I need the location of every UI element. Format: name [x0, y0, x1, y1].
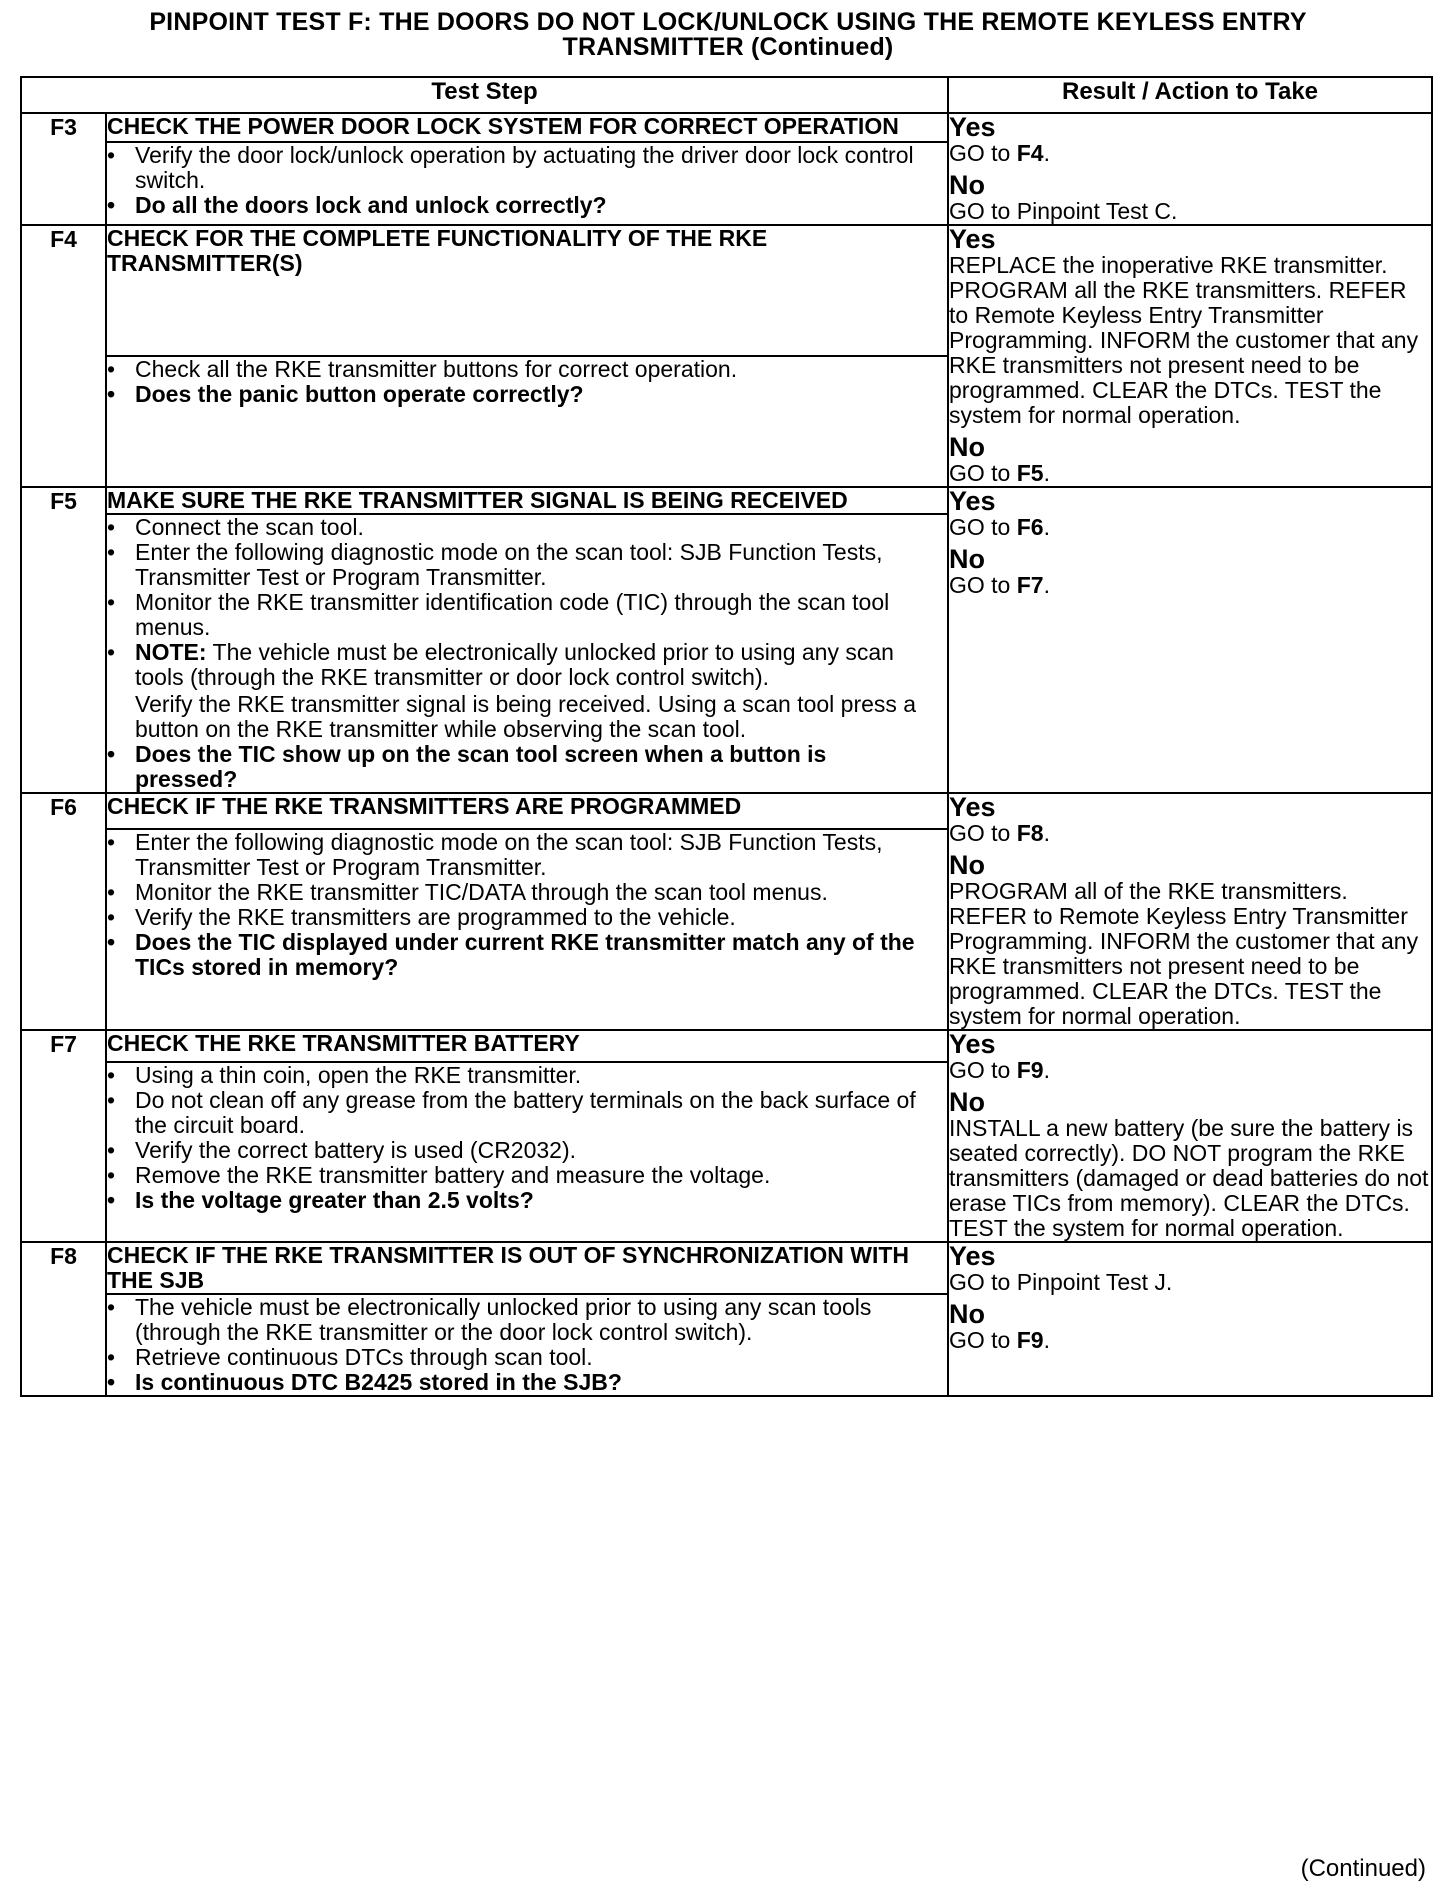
- instruction-item: [107, 880, 947, 905]
- continued-footer: (Continued): [1300, 1855, 1426, 1882]
- instruction-item: [107, 382, 947, 407]
- instruction-item: [107, 692, 947, 742]
- instruction-item: [107, 1063, 947, 1088]
- yes-step-ref: F8: [1016, 820, 1044, 846]
- yes-label: Yes: [949, 792, 996, 822]
- no-action-tail: .: [1043, 460, 1050, 486]
- header-test-step: Test Step: [21, 77, 948, 113]
- instruction-text: Verify the RKE transmitters are programmed to the vehicle.: [135, 903, 736, 930]
- instruction-text: Monitor the RKE transmitter TIC/DATA through the scan tool menus.: [135, 878, 828, 905]
- yes-label: Yes: [949, 1029, 996, 1059]
- instruction-list: [107, 515, 947, 792]
- instruction-list: [107, 1063, 947, 1213]
- instruction-text: Do not clean off any grease from the battery terminals on the back surface of the circuit board.: [135, 1086, 916, 1138]
- yes-action: [949, 515, 1431, 540]
- step-title: CHECK IF THE RKE TRANSMITTERS ARE PROGRAMMED: [106, 793, 948, 829]
- yes-step-ref: F6: [1016, 514, 1044, 540]
- no-action-text: GO to: [949, 1327, 1017, 1353]
- step-id: F7: [21, 1030, 106, 1242]
- note-label: NOTE:: [135, 639, 207, 665]
- instruction-text: Does the TIC show up on the scan tool screen when a button is pressed?: [135, 741, 827, 792]
- instruction-item: [107, 1295, 947, 1345]
- instruction-text: Using a thin coin, open the RKE transmitter.: [135, 1061, 582, 1088]
- yes-label: Yes: [949, 1241, 996, 1271]
- instruction-item: [107, 515, 947, 540]
- instruction-text: Verify the RKE transmitter signal is being received. Using a scan tool press a button on the RKE transmitter while observing the scan tool.: [135, 691, 917, 742]
- instruction-item: [107, 1370, 947, 1395]
- instruction-item: [107, 193, 947, 218]
- instruction-item: [107, 1088, 947, 1138]
- instruction-list: [107, 143, 947, 218]
- instruction-item: [107, 1138, 947, 1163]
- instruction-text: Is the voltage greater than 2.5 volts?: [135, 1186, 534, 1213]
- no-label: No: [949, 544, 985, 574]
- page-title: [0, 10, 1456, 60]
- step-id: F5: [21, 487, 106, 793]
- instruction-text: Remove the RKE transmitter battery and measure the voltage.: [135, 1161, 771, 1188]
- no-label: No: [949, 432, 985, 462]
- no-action: [949, 879, 1431, 1029]
- no-label: No: [949, 1299, 985, 1329]
- no-step-ref: F7: [1016, 572, 1044, 598]
- step-result: [948, 225, 1432, 487]
- step-id: F8: [21, 1242, 106, 1396]
- instruction-item: [107, 1345, 947, 1370]
- yes-label: Yes: [949, 224, 996, 254]
- instruction-item: [107, 640, 947, 690]
- no-action: [949, 1116, 1431, 1241]
- yes-action: [949, 821, 1431, 846]
- instruction-item: [107, 357, 947, 382]
- step-id: F4: [21, 225, 106, 487]
- step-instructions: [106, 1062, 948, 1242]
- yes-step-ref: F9: [1016, 1057, 1044, 1083]
- instruction-text: Is continuous DTC B2425 stored in the SJB?: [135, 1369, 622, 1395]
- instruction-text: Monitor the RKE transmitter identification code (TIC) through the scan tool menus.: [135, 589, 890, 640]
- step-id: F6: [21, 793, 106, 1030]
- no-action-text: INSTALL a new battery (be sure the battery is seated correctly). DO NOT program the RKE transmitters (damaged or dead batteries do not erase TICs from memory). CLEAR the DTCs. TEST the system for normal operation.: [949, 1115, 1429, 1241]
- yes-action-text: GO to: [949, 514, 1017, 540]
- instruction-text: The vehicle must be electronically unlocked prior to using any scan tools (through the RKE transmitter or door lock control switch).: [135, 639, 894, 690]
- no-action-text: PROGRAM all of the RKE transmitters. REFER to Remote Keyless Entry Transmitter Programming. INFORM the customer that any RKE transmitters not present need to be programmed. CLEAR the DTCs. TEST the system for normal operation.: [949, 878, 1419, 1029]
- step-title: CHECK THE RKE TRANSMITTER BATTERY: [106, 1030, 948, 1062]
- no-action: [949, 199, 1431, 224]
- instruction-text: Enter the following diagnostic mode on the scan tool: SJB Function Tests, Transmitter Test or Program Transmitter.: [135, 828, 883, 880]
- instruction-item: [107, 742, 947, 792]
- step-result: [948, 487, 1432, 793]
- yes-action-tail: .: [1043, 1057, 1050, 1083]
- yes-action: [949, 1058, 1431, 1083]
- no-label: No: [949, 170, 985, 200]
- instruction-list: [107, 357, 947, 407]
- instruction-text: Check all the RKE transmitter buttons for correct operation.: [135, 356, 738, 382]
- instruction-list: [107, 1295, 947, 1395]
- pinpoint-test-table: [20, 76, 1433, 1397]
- instruction-item: [107, 905, 947, 930]
- step-instructions: [106, 1294, 948, 1396]
- no-action: [949, 573, 1431, 598]
- instruction-text: Connect the scan tool.: [135, 514, 364, 540]
- instruction-item: [107, 1163, 947, 1188]
- step-title-row: [21, 225, 1432, 356]
- header-result: Result / Action to Take: [948, 77, 1432, 113]
- instruction-text: Does the TIC displayed under current RKE transmitter match any of the TICs stored in memory?: [135, 928, 915, 980]
- step-title: CHECK IF THE RKE TRANSMITTER IS OUT OF SYNCHRONIZATION WITH THE SJB: [106, 1242, 948, 1294]
- step-result: [948, 1242, 1432, 1396]
- instruction-item: [107, 540, 947, 590]
- step-id: F3: [21, 113, 106, 225]
- no-action-text: GO to Pinpoint Test C.: [949, 198, 1178, 224]
- yes-step-ref: F4: [1016, 140, 1044, 166]
- steps-body: [21, 113, 1432, 1396]
- yes-action: [949, 1270, 1431, 1295]
- yes-action-text: GO to: [949, 820, 1017, 846]
- no-label: No: [949, 850, 985, 880]
- yes-action-text: GO to: [949, 1057, 1017, 1083]
- yes-action-text: GO to Pinpoint Test J.: [949, 1269, 1173, 1295]
- step-title: MAKE SURE THE RKE TRANSMITTER SIGNAL IS BEING RECEIVED: [106, 487, 948, 514]
- page-title-line-1: PINPOINT TEST F: THE DOORS DO NOT LOCK/UNLOCK USING THE REMOTE KEYLESS ENTRY: [149, 8, 1307, 36]
- no-action-text: GO to: [949, 572, 1017, 598]
- no-label: No: [949, 1087, 985, 1117]
- instruction-text: Does the panic button operate correctly?: [135, 381, 584, 407]
- step-title: CHECK FOR THE COMPLETE FUNCTIONALITY OF THE RKE TRANSMITTER(S): [106, 225, 948, 356]
- step-instructions: [106, 142, 948, 225]
- instruction-text: Verify the door lock/unlock operation by actuating the driver door lock control switch.: [135, 142, 914, 194]
- yes-action-tail: .: [1043, 514, 1050, 540]
- no-step-ref: F9: [1016, 1327, 1044, 1353]
- step-result: [948, 793, 1432, 1030]
- no-step-ref: F5: [1016, 460, 1044, 486]
- instruction-item: [107, 590, 947, 640]
- step-title-row: [21, 1030, 1432, 1062]
- table-header-row: [21, 77, 1432, 113]
- step-instructions: [106, 514, 948, 793]
- yes-action: [949, 253, 1431, 428]
- instruction-item: [107, 143, 947, 193]
- instruction-text: Do all the doors lock and unlock correctly?: [135, 192, 607, 219]
- step-instructions: [106, 356, 948, 487]
- yes-label: Yes: [949, 486, 996, 516]
- no-action: [949, 1328, 1431, 1353]
- instruction-text: Retrieve continuous DTCs through scan tool.: [135, 1344, 593, 1370]
- instruction-item: [107, 1188, 947, 1213]
- yes-action-text: GO to: [949, 140, 1017, 166]
- no-action-tail: .: [1043, 1327, 1050, 1353]
- yes-action-text: REPLACE the inoperative RKE transmitter. PROGRAM all the RKE transmitters. REFER to Remote Keyless Entry Transmitter Programming. INFORM the customer that any RKE transmitters not present need to be programmed. CLEAR the DTCs. TEST the system for normal operation.: [949, 252, 1419, 428]
- page-title-line-2: TRANSMITTER (Continued): [562, 33, 894, 61]
- instruction-item: [107, 830, 947, 880]
- step-result: [948, 113, 1432, 225]
- step-title-row: [21, 1242, 1432, 1294]
- yes-action-tail: .: [1043, 820, 1050, 846]
- step-title-row: [21, 487, 1432, 514]
- instruction-text: The vehicle must be electronically unlocked prior to using any scan tools (through the RKE transmitter or the door lock control switch).: [135, 1294, 872, 1345]
- instruction-list: [107, 830, 947, 980]
- step-title-row: [21, 113, 1432, 142]
- step-title-row: [21, 793, 1432, 829]
- step-result: [948, 1030, 1432, 1242]
- yes-action-tail: .: [1043, 140, 1050, 166]
- instruction-item: [107, 930, 947, 980]
- instruction-text: Verify the correct battery is used (CR2032).: [135, 1136, 577, 1163]
- step-instructions: [106, 829, 948, 1030]
- no-action-tail: .: [1043, 572, 1050, 598]
- yes-label: Yes: [949, 112, 996, 142]
- no-action: [949, 461, 1431, 486]
- yes-action: [949, 141, 1431, 166]
- step-title: CHECK THE POWER DOOR LOCK SYSTEM FOR CORRECT OPERATION: [106, 113, 948, 142]
- instruction-text: Enter the following diagnostic mode on the scan tool: SJB Function Tests, Transmitter Test or Program Transmitter.: [135, 539, 883, 590]
- no-action-text: GO to: [949, 460, 1017, 486]
